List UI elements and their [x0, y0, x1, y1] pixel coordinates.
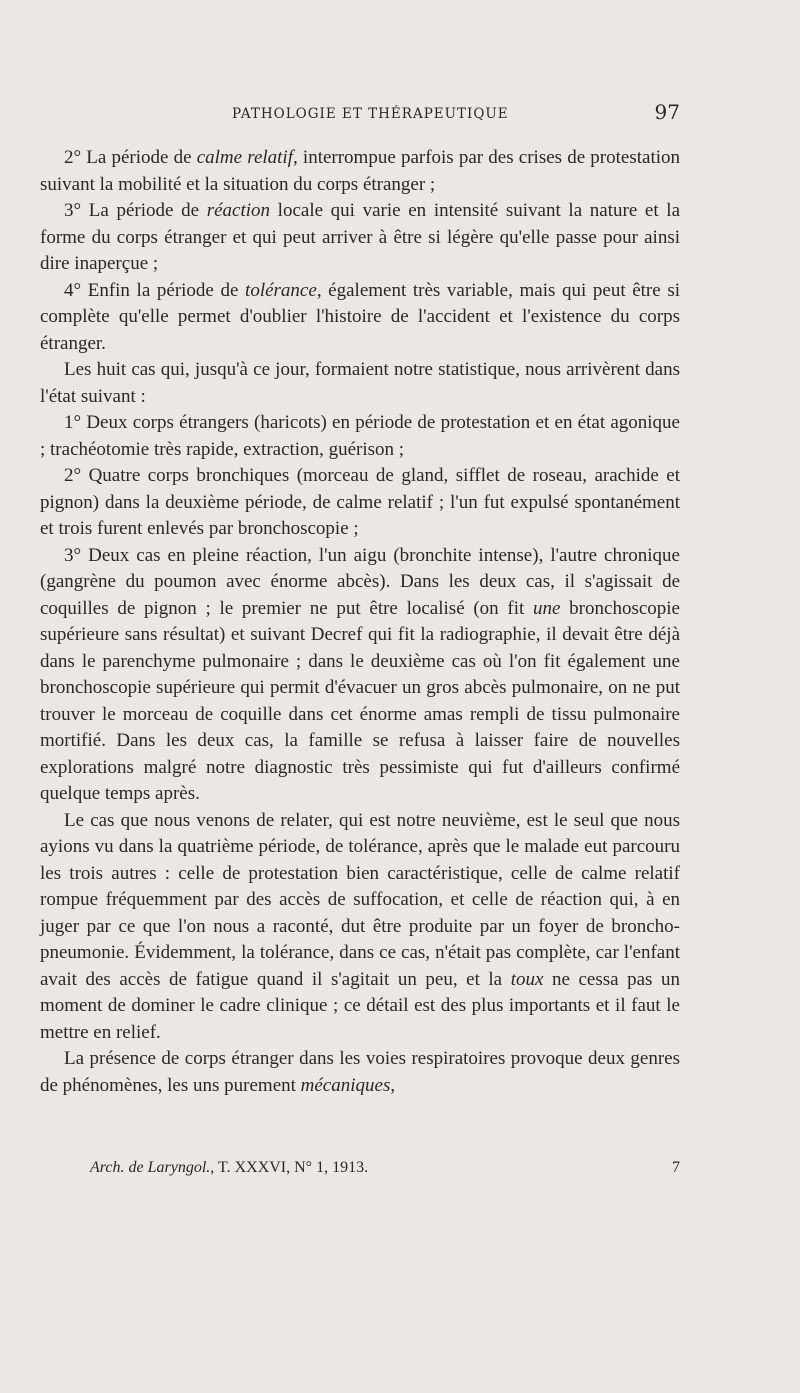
paragraph: 3° La période de réaction locale qui varie en intensité suivant la nature et la forme du corps étranger et qui peut arriver à être si légère qu'elle passe pour ainsi dire inaperçue ;	[40, 200, 680, 274]
paragraph: 4° Enfin la période de tolérance, également très variable, mais qui peut être si complète qu'elle permet d'oublier l'histoire de l'accident et l'existence du corps étranger.	[40, 279, 680, 354]
paragraph: Les huit cas qui, jusqu'à ce jour, formaient notre statistique, nous arrivèrent dans l'état suivant :	[40, 359, 680, 407]
page-number: 97	[654, 100, 680, 124]
paragraph: Le cas que nous venons de relater, qui est notre neuvième, est le seul que nous ayions vu dans la quatrième période, de tolérance, après que le malade eut parcouru les trois autres : celle de protestation bien caractéristique, celle de calme relatif rompue fréquemment par des accès de suffocation, et celle de réaction qui, à en juger par ce que l'on nous a raconté, dut être produite par un foyer de broncho-pneumonie. Évidemment, la tolérance, dans ce cas, n'était pas complète, car l'enfant avait des accès de fatigue quand il s'agitait un peu, et la toux ne cessa pas un moment de dominer le cadre clinique ; ce détail est des plus importants et il faut le mettre en relief.	[40, 809, 680, 1043]
paragraph: 2° Quatre corps bronchiques (morceau de gland, sifflet de roseau, arachide et pignon) dans la deuxième période, de calme relatif ; l'un fut expulsé spontanément et trois furent enlevés par bronchoscopie ;	[40, 465, 680, 539]
paragraph: La présence de corps étranger dans les voies respiratoires provoque deux genres de phénomènes, les uns purement mécaniques,	[40, 1048, 680, 1096]
page-header	[40, 100, 680, 130]
paragraph: 2° La période de calme relatif, interrompue parfois par des crises de protestation suivant la mobilité et la situation du corps étranger ;	[40, 147, 681, 195]
signature-mark: 7	[672, 1159, 680, 1176]
page-footer	[90, 1159, 680, 1177]
paragraph: 1° Deux corps étrangers (haricots) en période de protestation et en état agonique ; trachéotomie très rapide, extraction, guérison ;	[40, 412, 680, 460]
body-text	[40, 145, 680, 1099]
paragraph: 3° Deux cas en pleine réaction, l'un aigu (bronchite intense), l'autre chronique (gangrène du poumon avec énorme abcès). Dans les deux cas, il s'agissait de coquilles de pignon ; le premier ne put être localisé (on fit une bronchoscopie supérieure sans résultat) et suivant Decref qui fit la radiographie, il devait être déjà dans le parenchyme pulmonaire ; dans le deuxième cas où l'on fit également une bronchoscopie supérieure qui permit d'évacuer un gros abcès pulmonaire, on ne put trouver le morceau de coquille dans cet énorme amas rempli de tissu pulmonaire mortifié. Dans les deux cas, la famille se refusa à laisser faire de nouvelles explorations malgré notre diagnostic très pessimiste qui fut d'ailleurs confirmé quelque temps après.	[40, 544, 680, 804]
running-title: PATHOLOGIE ET THÉRAPEUTIQUE	[232, 106, 509, 122]
journal-title: Arch. de Laryngol.	[90, 1159, 211, 1176]
journal-citation: , T. XXXVI, N° 1, 1913.	[210, 1159, 369, 1176]
